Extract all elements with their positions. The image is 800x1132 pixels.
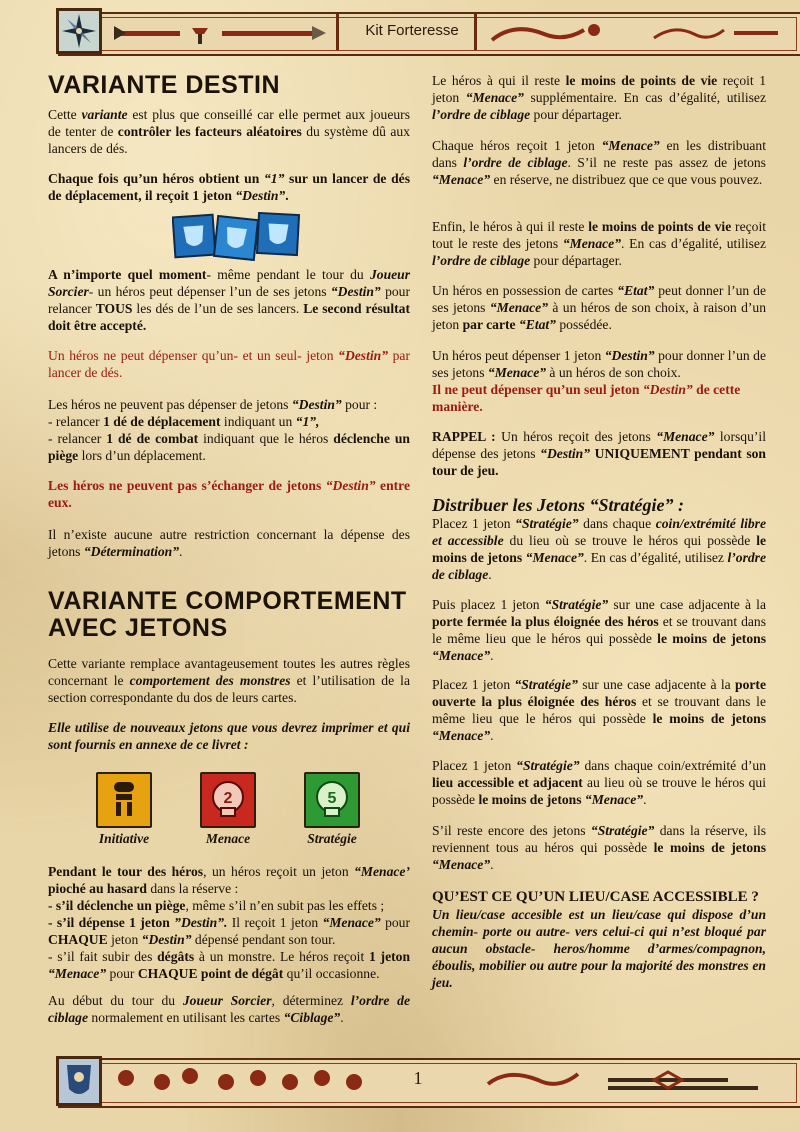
text: par carte bbox=[462, 317, 519, 332]
text: les dés de l’un de ses lancers. bbox=[132, 301, 304, 316]
paragraph bbox=[48, 655, 410, 706]
text: - relancer bbox=[48, 414, 104, 429]
text: “Etat” bbox=[617, 283, 655, 298]
text: est plus que conseillé car elle permet aux joueurs de tenter de bbox=[48, 107, 410, 139]
text: indiquant que le héros bbox=[198, 431, 334, 446]
destin-rule-3 bbox=[48, 347, 410, 381]
text: Un héros en possession de cartes bbox=[432, 283, 618, 298]
list-item bbox=[48, 430, 410, 464]
text: porte fermée la plus éloignée des héros bbox=[432, 614, 659, 629]
text: CHAQUE bbox=[48, 932, 108, 947]
text: pour bbox=[106, 966, 138, 981]
skulls-ornament-icon bbox=[108, 1064, 778, 1100]
text: reçoit tout le reste des jetons bbox=[432, 219, 767, 251]
text: “Menace” bbox=[525, 550, 584, 565]
text: porte ouverte la plus éloignée des héros bbox=[432, 677, 766, 709]
text: . bbox=[490, 728, 494, 743]
text: A n’importe quel moment bbox=[48, 267, 207, 282]
text: indiquant un bbox=[220, 414, 296, 429]
text: dans la réserve : bbox=[146, 881, 239, 896]
paragraph bbox=[432, 428, 766, 479]
text: TOUS bbox=[95, 301, 133, 316]
list-item bbox=[48, 948, 410, 982]
text: - s’il fait subir des bbox=[48, 949, 158, 964]
paragraph bbox=[432, 676, 766, 744]
text: “Ciblage” bbox=[283, 1010, 341, 1025]
etat-rule bbox=[432, 282, 766, 333]
text: dans la réserve, ils reviennent tous au héros qui possède bbox=[432, 823, 767, 855]
hero-turn-rules bbox=[48, 863, 410, 982]
text: “Menace” bbox=[656, 429, 715, 444]
destin-rule-4 bbox=[48, 396, 410, 464]
initiative-label: Initiative bbox=[98, 831, 150, 846]
page-number: 1 bbox=[413, 1068, 423, 1088]
text: Les héros ne peuvent pas s’échanger de jetons bbox=[48, 478, 326, 493]
text: Placez 1 jeton bbox=[432, 516, 516, 531]
text: normalement en utilisant les cartes bbox=[88, 1010, 284, 1025]
text: et se trouvant dans le même lieu que le héros qui possède bbox=[432, 614, 766, 646]
text: “Destin” bbox=[338, 348, 388, 363]
text: du lieu où se trouve le héros qui possède bbox=[503, 533, 757, 548]
text: “Destin” bbox=[642, 382, 693, 397]
strategie-token-number: 5 bbox=[327, 790, 337, 807]
strategie-rule-2 bbox=[432, 596, 766, 664]
text: Puis placez 1 jeton bbox=[432, 597, 545, 612]
text: reçoit 1 jeton bbox=[432, 73, 767, 105]
text: entre eux. bbox=[48, 478, 410, 510]
text: le moins de jetons bbox=[432, 533, 766, 565]
paragraph bbox=[432, 515, 766, 583]
paragraph bbox=[432, 381, 766, 415]
text: ”Destin”. bbox=[174, 915, 228, 930]
text: “Stratégie” bbox=[544, 597, 609, 612]
text: lieu accessible et adjacent bbox=[432, 775, 583, 790]
text: “Destin” bbox=[604, 348, 655, 363]
paragraph bbox=[48, 347, 410, 381]
text: Cette bbox=[48, 107, 82, 122]
text: et l’utilisation de la section correspondante du dos de leurs cartes. bbox=[48, 673, 410, 705]
text: “Menace” bbox=[489, 300, 548, 315]
page-header-title: Kit Forteresse bbox=[365, 22, 459, 39]
initiative-token bbox=[96, 772, 152, 828]
emblem-icon bbox=[59, 1059, 99, 1103]
text: . En cas d’égalité, utilisez bbox=[621, 236, 767, 251]
text: “Destin” bbox=[325, 478, 376, 493]
text: “Stratégie” bbox=[516, 758, 580, 773]
text: peut donner l’un de ses jetons bbox=[432, 283, 766, 315]
text: “1”, bbox=[295, 414, 320, 429]
text: contrôler les facteurs aléatoires bbox=[117, 124, 302, 139]
text: pour donner l’un de ses jetons bbox=[432, 348, 766, 380]
text: Il ne peut dépenser qu’un seul jeton bbox=[432, 382, 643, 397]
destin-token-icon bbox=[257, 213, 299, 255]
strategie-rule-5 bbox=[432, 822, 766, 873]
strategie-token bbox=[304, 772, 360, 828]
text: Chaque fois qu’un héros obtient un bbox=[48, 171, 264, 186]
destin-rule-6 bbox=[48, 526, 410, 560]
text: “Menace” bbox=[562, 236, 622, 251]
text: Enfin, le héros à qui il reste bbox=[432, 219, 589, 234]
strategie-section bbox=[432, 495, 766, 583]
text: Le héros à qui il reste bbox=[432, 73, 566, 88]
paragraph bbox=[48, 266, 410, 334]
comportement-tokens-intro bbox=[48, 719, 410, 753]
paragraph bbox=[432, 282, 766, 333]
text: “Etat” bbox=[518, 317, 556, 332]
text: Il reçoit 1 jeton bbox=[227, 915, 323, 930]
text: CHAQUE point de dégât bbox=[137, 966, 284, 981]
text: pour relancer bbox=[48, 284, 410, 316]
text: possédée. bbox=[555, 317, 612, 332]
menace-label: Menace bbox=[205, 831, 251, 846]
text: - même pendant le tour du bbox=[206, 267, 370, 282]
text: “Destin” bbox=[141, 932, 192, 947]
text: 1 dé de déplacement bbox=[103, 414, 221, 429]
comportement-title-line-2: AVEC JETONS bbox=[48, 614, 228, 642]
text: comportement des monstres bbox=[129, 673, 291, 688]
paragraph bbox=[432, 347, 766, 381]
text: . S’il ne reste pas assez de jetons bbox=[567, 155, 766, 170]
text: Joueur Sorcier bbox=[48, 267, 411, 299]
text: . bbox=[490, 648, 494, 663]
text: “Menace” bbox=[465, 90, 524, 105]
destin-token-icon bbox=[214, 216, 258, 260]
destin-tokens-image bbox=[172, 212, 300, 262]
paragraph bbox=[48, 863, 410, 897]
paragraph bbox=[432, 218, 766, 269]
rappel-note bbox=[432, 428, 766, 479]
text: . En cas d’égalité, utilisez bbox=[583, 550, 728, 565]
paragraph: Elle utilise de nouveaux jetons que vous devrez imprimer et qui sont fournis en annexe de ce livret : bbox=[48, 720, 410, 752]
text: déclenche un piège bbox=[48, 431, 410, 463]
text: “Menace” bbox=[322, 915, 381, 930]
text: le moins de points de vie bbox=[588, 219, 732, 234]
strategie-rule-3 bbox=[432, 676, 766, 744]
destin-rule-2 bbox=[48, 266, 410, 334]
text: l’ordre de ciblage bbox=[432, 107, 531, 122]
text: le moins de jetons bbox=[653, 840, 766, 855]
text: Il n’existe aucune autre restriction concernant la dépense des jetons bbox=[48, 527, 410, 559]
paragraph bbox=[48, 106, 410, 157]
text: . bbox=[490, 857, 494, 872]
text: supplémentaire. En cas d’égalité, utilisez bbox=[523, 90, 766, 105]
dragon-ornament-icon bbox=[484, 20, 784, 48]
text: à un héros de son choix. bbox=[546, 365, 681, 380]
menace-rule-1 bbox=[432, 72, 766, 123]
text: lors d’un déplacement. bbox=[78, 448, 206, 463]
text: variante bbox=[81, 107, 128, 122]
text: le moins de jetons bbox=[652, 711, 766, 726]
text: au lieu où se trouve le héros qui possède bbox=[432, 775, 766, 807]
comportement-intro bbox=[48, 655, 410, 706]
text: “Détermination” bbox=[83, 544, 180, 559]
text: pour : bbox=[341, 397, 378, 412]
text: “Menace’ bbox=[354, 864, 410, 879]
paragraph bbox=[48, 170, 410, 204]
paragraph bbox=[432, 757, 766, 808]
menace-rule-2 bbox=[432, 137, 766, 188]
text: et se trouvant dans le même lieu que le héros qui possède bbox=[432, 694, 766, 726]
text: pour départager. bbox=[530, 107, 622, 122]
paragraph bbox=[432, 596, 766, 664]
text: Au début du tour du bbox=[48, 993, 183, 1008]
text: . bbox=[488, 567, 492, 582]
text: jeton bbox=[107, 932, 142, 947]
text: “Menace” bbox=[432, 648, 491, 663]
text: Un héros reçoit des jetons bbox=[495, 429, 657, 444]
paragraph bbox=[432, 72, 766, 123]
text: à un héros de son choix, à raison d’un jeton bbox=[432, 300, 766, 332]
text: du système dû aux lancers de dés. bbox=[48, 124, 410, 156]
text: UNIQUEMENT pendant son tour de jeu. bbox=[432, 446, 766, 478]
strategie-title: Distribuer les Jetons “Stratégie” : bbox=[432, 495, 685, 515]
text: “Menace” bbox=[432, 172, 491, 187]
paragraph bbox=[432, 137, 766, 188]
text: “Menace” bbox=[487, 365, 547, 380]
text: . bbox=[643, 792, 647, 807]
text: l’ordre de ciblage bbox=[432, 550, 766, 582]
destin-intro bbox=[48, 106, 410, 157]
text: - un héros peut dépenser l’un de ses jetons bbox=[88, 284, 331, 299]
text: . bbox=[340, 1010, 344, 1025]
text: par lancer de dés. bbox=[48, 348, 410, 380]
paragraph bbox=[48, 992, 410, 1026]
text: - relancer bbox=[48, 431, 107, 446]
text: Joueur Sorcier bbox=[182, 993, 272, 1008]
text: Les héros ne peuvent pas dépenser de jetons bbox=[48, 397, 292, 412]
text: dans chaque coin/extrémité d’un bbox=[579, 758, 766, 773]
text: “1” bbox=[263, 171, 285, 186]
text: , même s’il n’en subit pas les effets ; bbox=[185, 898, 385, 913]
text: “Menace” bbox=[432, 728, 491, 743]
text: dégâts bbox=[157, 949, 195, 964]
text: “Destin” bbox=[291, 397, 342, 412]
text: RAPPEL : bbox=[432, 429, 496, 444]
text: pour départager. bbox=[530, 253, 622, 268]
text: Chaque héros reçoit 1 jeton bbox=[432, 138, 602, 153]
destin-rule-1 bbox=[48, 170, 410, 204]
text: 1 jeton bbox=[369, 949, 411, 964]
list-item bbox=[48, 413, 410, 430]
text: “Destin” bbox=[540, 446, 591, 461]
menace-token bbox=[200, 772, 256, 828]
text: coin/extrémité libre et accessible bbox=[432, 516, 766, 548]
text: Le second résultat doit être accepté. bbox=[48, 301, 410, 333]
text: “Stratégie” bbox=[515, 516, 579, 531]
destin-rule-5 bbox=[48, 477, 410, 511]
text: S’il reste encore des jetons bbox=[432, 823, 591, 838]
text: dans chaque bbox=[578, 516, 656, 531]
text: le moins de jetons bbox=[478, 792, 585, 807]
text: “Menace” bbox=[584, 792, 644, 807]
list-item bbox=[48, 914, 410, 948]
comportement-title-block bbox=[48, 588, 410, 642]
text: Un héros ne peut dépenser qu’un- et un seul- jeton bbox=[48, 348, 339, 363]
text: sur une case adjacente à la bbox=[608, 597, 766, 612]
list-item bbox=[48, 897, 410, 914]
destin-title: VARIANTE DESTIN bbox=[48, 71, 281, 99]
lieu-accessible-section bbox=[432, 888, 766, 991]
paragraph bbox=[48, 396, 410, 413]
text: “Destin” bbox=[330, 284, 381, 299]
text: - s’il dépense 1 jeton bbox=[48, 915, 175, 930]
text: Pendant le tour des héros bbox=[48, 864, 204, 879]
text: le moins de points de vie bbox=[565, 73, 718, 88]
text: l’ordre de ciblage bbox=[463, 155, 568, 170]
footer-corner bbox=[56, 1056, 102, 1106]
menace-rule-3 bbox=[432, 218, 766, 269]
strategie-label: Stratégie bbox=[307, 831, 357, 846]
text: à un monstre. Le héros reçoit bbox=[194, 949, 369, 964]
lieu-accessible-title: QU’EST CE QU’UN LIEU/CASE ACCESSIBLE ? bbox=[432, 889, 759, 905]
text: pioché au hasard bbox=[48, 881, 147, 896]
text: Un héros peut dépenser 1 jeton bbox=[432, 348, 605, 363]
text: dépensé pendant son tour. bbox=[191, 932, 336, 947]
strategie-rule-4 bbox=[432, 757, 766, 808]
text: . bbox=[179, 544, 183, 559]
text: Placez 1 jeton bbox=[432, 758, 517, 773]
text: sur une case adjacente à la bbox=[577, 677, 736, 692]
text: , un héros reçoit un jeton bbox=[203, 864, 355, 879]
initiative-icon bbox=[98, 774, 150, 826]
text: 1 dé de combat bbox=[106, 431, 199, 446]
left-column bbox=[48, 72, 410, 99]
text: en les distribuant dans bbox=[432, 138, 766, 170]
text: - s’il déclenche un piège bbox=[48, 898, 186, 913]
text: de cette manière. bbox=[432, 382, 741, 414]
strategie-skull-icon bbox=[306, 774, 358, 826]
text: “Stratégie” bbox=[590, 823, 655, 838]
text: l’ordre de ciblage bbox=[48, 993, 411, 1025]
text: lorsqu’il dépense des jetons bbox=[432, 429, 766, 461]
lieu-accessible-definition: Un lieu/case accesible est un lieu/case qui dispose d’un chemin- porte ou autre- vers celui-ci qui n’est bloqué par aucun obstacle- heros/homme d’armes/compagnon, éboulis, mobilier ou autre pour la majorité des monstres en jeu. bbox=[432, 907, 766, 990]
text: en réserve, ne distribuez que ce que vous pouvez. bbox=[490, 172, 763, 187]
text: Placez 1 jeton bbox=[432, 677, 515, 692]
text: l’ordre de ciblage bbox=[432, 253, 531, 268]
text: sur un lancer de dés de déplacement, il reçoit 1 jeton bbox=[48, 171, 411, 203]
sorcier-turn-rules bbox=[48, 992, 410, 1026]
text: “Menace” bbox=[601, 138, 660, 153]
menace-token-number: 2 bbox=[223, 790, 233, 807]
paragraph bbox=[432, 822, 766, 873]
text: . bbox=[285, 188, 289, 203]
text: , déterminez bbox=[271, 993, 351, 1008]
menace-skull-icon bbox=[202, 774, 254, 826]
destin-token-icon bbox=[173, 215, 216, 258]
destin-give-rule bbox=[432, 347, 766, 415]
text: “Stratégie” bbox=[514, 677, 578, 692]
comportement-title-line-1: VARIANTE COMPORTEMENT bbox=[48, 587, 407, 615]
paragraph bbox=[48, 477, 410, 511]
text: qu’il occasionne. bbox=[283, 966, 380, 981]
text: pour bbox=[380, 915, 410, 930]
text: “Menace” bbox=[48, 966, 107, 981]
text: Cette variante remplace avantageusement toutes les autres règles concernant le bbox=[48, 656, 410, 688]
paragraph bbox=[48, 526, 410, 560]
text: “Menace” bbox=[432, 857, 491, 872]
text: le moins de jetons bbox=[657, 631, 766, 646]
text: “Destin” bbox=[235, 188, 286, 203]
